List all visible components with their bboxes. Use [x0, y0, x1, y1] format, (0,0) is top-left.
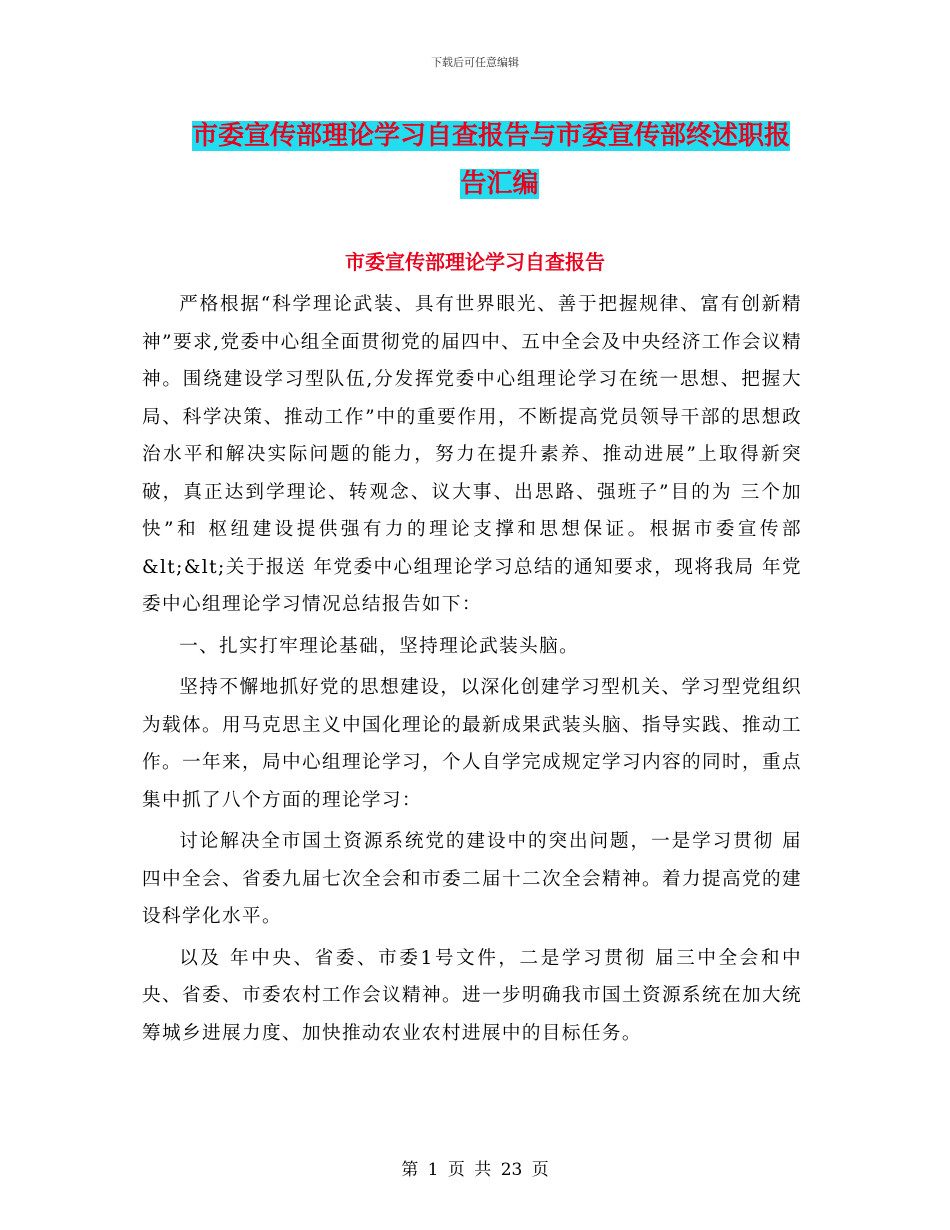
page-number: 第 1 页 共 23 页: [401, 1160, 549, 1180]
paragraph-3: 讨论解决全市国土资源系统党的建设中的突出问题，一是学习贯彻 届四中全会、省委九届七次全会和市委二届十二次全会精神。着力提高党的建设科学化水平。: [142, 831, 802, 927]
section-title: 市委宣传部理论学习自查报告: [345, 250, 605, 274]
paragraph-2: 坚持不懈地抓好党的思想建设，以深化创建学习型机关、学习型党组织为载体。用马克思主义中国化理论的最新成果武装头脑、指导实践、推动工作。一年来，局中心组理论学习，个人自学完成规定学习内容的同时，重点集中抓了八个方面的理论学习：: [142, 677, 802, 811]
document-title-line-2: 告汇编: [460, 169, 539, 199]
header-note: 下载后可任意编辑: [431, 56, 519, 69]
document-title-line-1: 市委宣传部理论学习自查报告与市委宣传部终述职报: [192, 121, 791, 151]
document-title: [192, 112, 807, 208]
paragraph-4: 以及 年中央、省委、市委1号文件，二是学习贯彻 届三中全会和中央、省委、市委农村工作会议精神。进一步明确我市国土资源系统在加大统筹城乡进展力度、加快推动农业农村进展中的目标任务。: [142, 947, 802, 1044]
body-text: [142, 286, 802, 1056]
paragraph-intro: 严格根据“科学理论武装、具有世界眼光、善于把握规律、富有创新精神”要求,党委中心组全面贯彻党的届四中、五中全会及中央经济工作会议精神。围绕建设学习型队伍,分发挥党委中心组理论学习在统一思想、把握大局、科学决策、推动工作”中的重要作用，不断提高党员领导干部的思想政治水平和解决实际问题的能力，努力在提升素养、推动进展”上取得新突破，真正达到学理论、转观念、议大事、出思路、强班子”目的为 三个加快”和 枢纽建设提供强有力的理论支撑和思想保证。根据市委宣传部&lt;&lt;关于报送 年党委中心组理论学习总结的通知要求，现将我局 年党委中心组理论学习情况总结报告如下：: [142, 294, 802, 615]
paragraph-heading-1: 一、扎实打牢理论基础，坚持理论武装头脑。: [179, 635, 580, 657]
